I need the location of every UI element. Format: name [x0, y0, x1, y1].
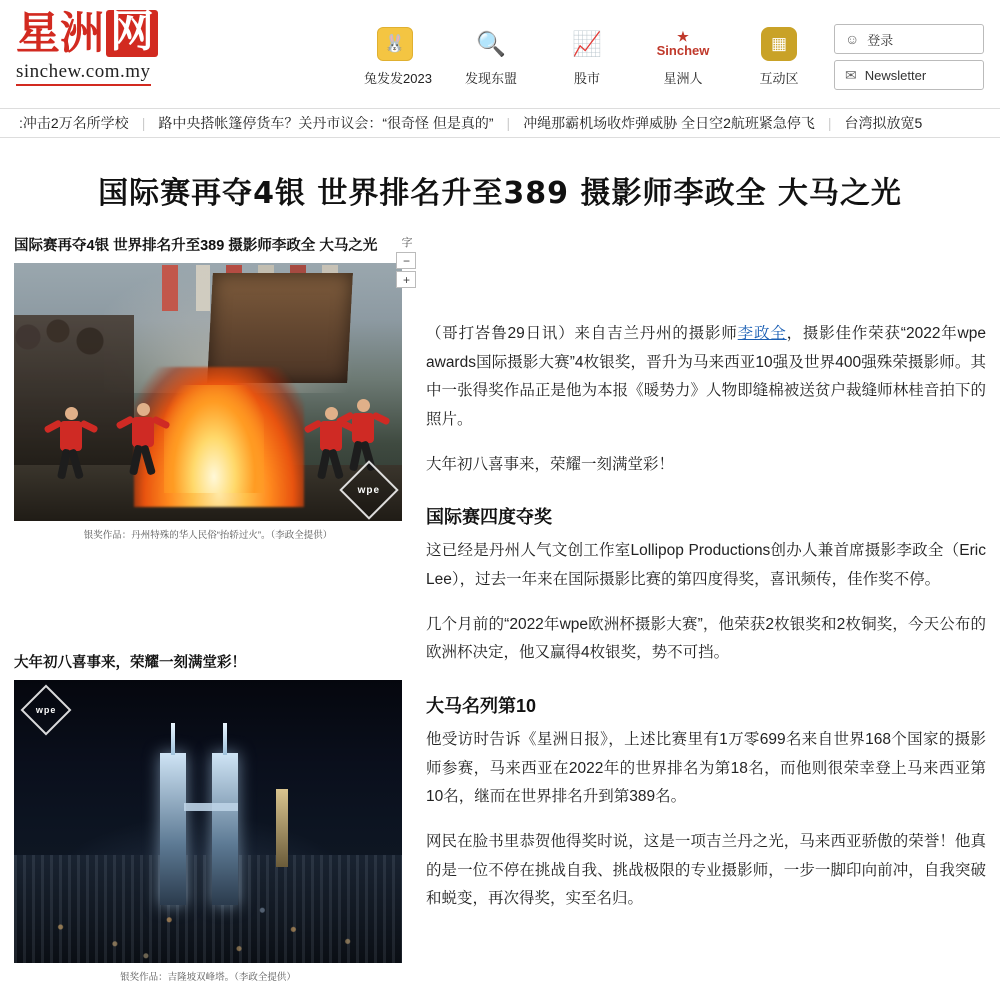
stock-chart-icon: 📈: [569, 27, 605, 61]
rabbit-icon-box: [364, 24, 426, 64]
nav-item-interactive[interactable]: [748, 24, 810, 87]
kl-photo-above-caption: 大年初八喜事来，荣耀一刻满堂彩！: [14, 655, 246, 671]
ticker-separator: |: [506, 115, 511, 131]
bonfire-photo-caption: 银奖作品：丹州特殊的华人民俗“抬轿过火”。（李政全提供）: [83, 530, 333, 541]
text-column: [426, 234, 986, 983]
wpe-watermark-icon: wpe: [21, 685, 72, 736]
logo-characters: [16, 6, 176, 59]
newsletter-button[interactable]: [834, 60, 984, 90]
photo-runner: [126, 403, 160, 477]
nav-label-asean: 发现东盟: [464, 71, 517, 86]
nav-label-rabbit2023: 兔发发2023: [364, 71, 432, 86]
site-logo[interactable]: [16, 6, 176, 86]
paragraph-lead-text: （哥打峇鲁29日讯）来自吉兰丹州的摄影师: [426, 325, 738, 342]
mail-icon: ✉: [845, 66, 857, 83]
ticker-separator: |: [141, 115, 146, 131]
media-column: [14, 234, 402, 983]
column-spacer: [14, 541, 402, 651]
font-size-label: 字: [401, 237, 413, 249]
logo-text-boxed: 网: [106, 10, 158, 57]
interactive-icon-box: [748, 24, 810, 64]
site-header: [0, 0, 1000, 108]
paragraph: 几个月前的“2022年wpe欧洲杯摄影大赛”，他荣获2枚银奖和2枚铜奖，今天公布的欧洲杯决定，他又赢得4枚银奖，势不可挡。: [426, 615, 986, 662]
sinchew-star-icon-box: [652, 24, 714, 64]
nav-item-sinchew-people[interactable]: [652, 24, 714, 87]
section-heading-ranking: 大马名列第10: [426, 696, 537, 717]
login-button[interactable]: [834, 24, 984, 54]
bonfire-photo: [14, 263, 402, 521]
kl-skyline-photo: [14, 680, 402, 963]
user-icon: ☺: [845, 31, 860, 47]
photo-runner: [346, 399, 380, 473]
font-size-decrease-button[interactable]: −: [396, 252, 416, 269]
ticker-item[interactable]: :冲击2万名所学校: [19, 115, 129, 131]
stock-chart-icon-box: [556, 24, 618, 64]
ticker-item[interactable]: 台湾拟放宽5: [844, 115, 923, 131]
skybridge: [184, 803, 238, 811]
logo-text-cn: 星洲: [16, 7, 104, 59]
photo-runner: [54, 407, 88, 481]
nav-item-stocks[interactable]: [556, 24, 618, 87]
paragraph: 大年初八喜事来，荣耀一刻满堂彩！: [426, 455, 675, 473]
rabbit-icon: 🐰: [377, 27, 413, 61]
ticker-item[interactable]: 冲绳那霸机场收炸弹威胁 全日空2航班紧急停飞: [523, 115, 815, 131]
nav-label-sinchew-people: 星洲人: [663, 71, 703, 86]
primary-nav: [364, 10, 810, 87]
paragraph-lead: [426, 320, 986, 435]
article-body: [0, 234, 1000, 983]
wpe-watermark-icon: wpe: [339, 460, 398, 519]
nav-item-rabbit2023[interactable]: [364, 24, 432, 87]
article-subheading: 国际赛再夺4银 世界排名升至389 摄影师李政全 大马之光: [14, 238, 378, 254]
search-icon-box: [460, 24, 522, 64]
city-lights-layer: [14, 843, 402, 963]
paragraph: 这已经是丹州人气文创工作室Lollipop Productions创办人兼首席摄影李政全（Eric Lee），过去一年来在国际摄影比赛的第四度得奖，喜讯频传，佳作奖不停。: [426, 542, 986, 589]
search-icon: 🔍: [473, 27, 509, 61]
paragraph: 网民在脸书里恭贺他得奖时说，这是一项吉兰丹之光，马来西亚骄傲的荣誉！他真的是一位不停在挑战自我、挑战极限的专业摄影师，一步一脚印向前冲，自我突破和蜕变，再次得奖，实至名归。: [426, 833, 986, 908]
ticker-item[interactable]: 路中央搭帐篷停货车？关丹市议会：“很奇怪 但是真的”: [158, 115, 494, 131]
news-ticker[interactable]: [0, 108, 1000, 138]
nav-label-stocks: 股市: [573, 71, 600, 86]
paragraph: 他受访时告诉《星洲日报》，上述比赛里有1万零699名来自世界168个国家的摄影师参赛，马来西亚在2022年的世界排名为第18名，而他则很荣幸登上马来西亚第10名，继而在世界排名升到第389名。: [426, 731, 986, 806]
login-button-label: 登录: [867, 32, 894, 48]
logo-url: sinchew.com.my: [16, 61, 151, 86]
header-actions: [834, 10, 984, 90]
photo-fire-core-layer: [164, 385, 264, 493]
paragraph-lead-tail: ，摄影佳作荣获“2022年wpe awards国际摄影大赛”4枚银奖，晋升为马来西亚10强及世界400强殊荣摄影师。其中一张得奖作品正是他为本报《暖势力》人物即缝棉被送贫户裁缝师林桂音拍下的照片。: [426, 325, 986, 429]
ticker-separator: |: [827, 115, 832, 131]
photographer-link[interactable]: 李政全: [737, 325, 787, 342]
section-heading-awards: 国际赛四度夺奖: [426, 507, 552, 528]
font-size-control: [396, 234, 418, 288]
nav-item-asean[interactable]: [460, 24, 522, 87]
font-size-increase-button[interactable]: +: [396, 271, 416, 288]
interactive-icon: ▦: [761, 27, 797, 61]
nav-label-interactive: 互动区: [759, 71, 799, 86]
sinchew-star-icon: ★ Sinchew: [665, 27, 701, 61]
page-title: 国际赛再夺4银 世界排名升至389 摄影师李政全 大马之光: [98, 176, 902, 211]
kl-skyline-photo-caption: 银奖作品：吉隆坡双峰塔。（李政全提供）: [120, 972, 296, 983]
newsletter-button-label: Newsletter: [864, 67, 927, 83]
